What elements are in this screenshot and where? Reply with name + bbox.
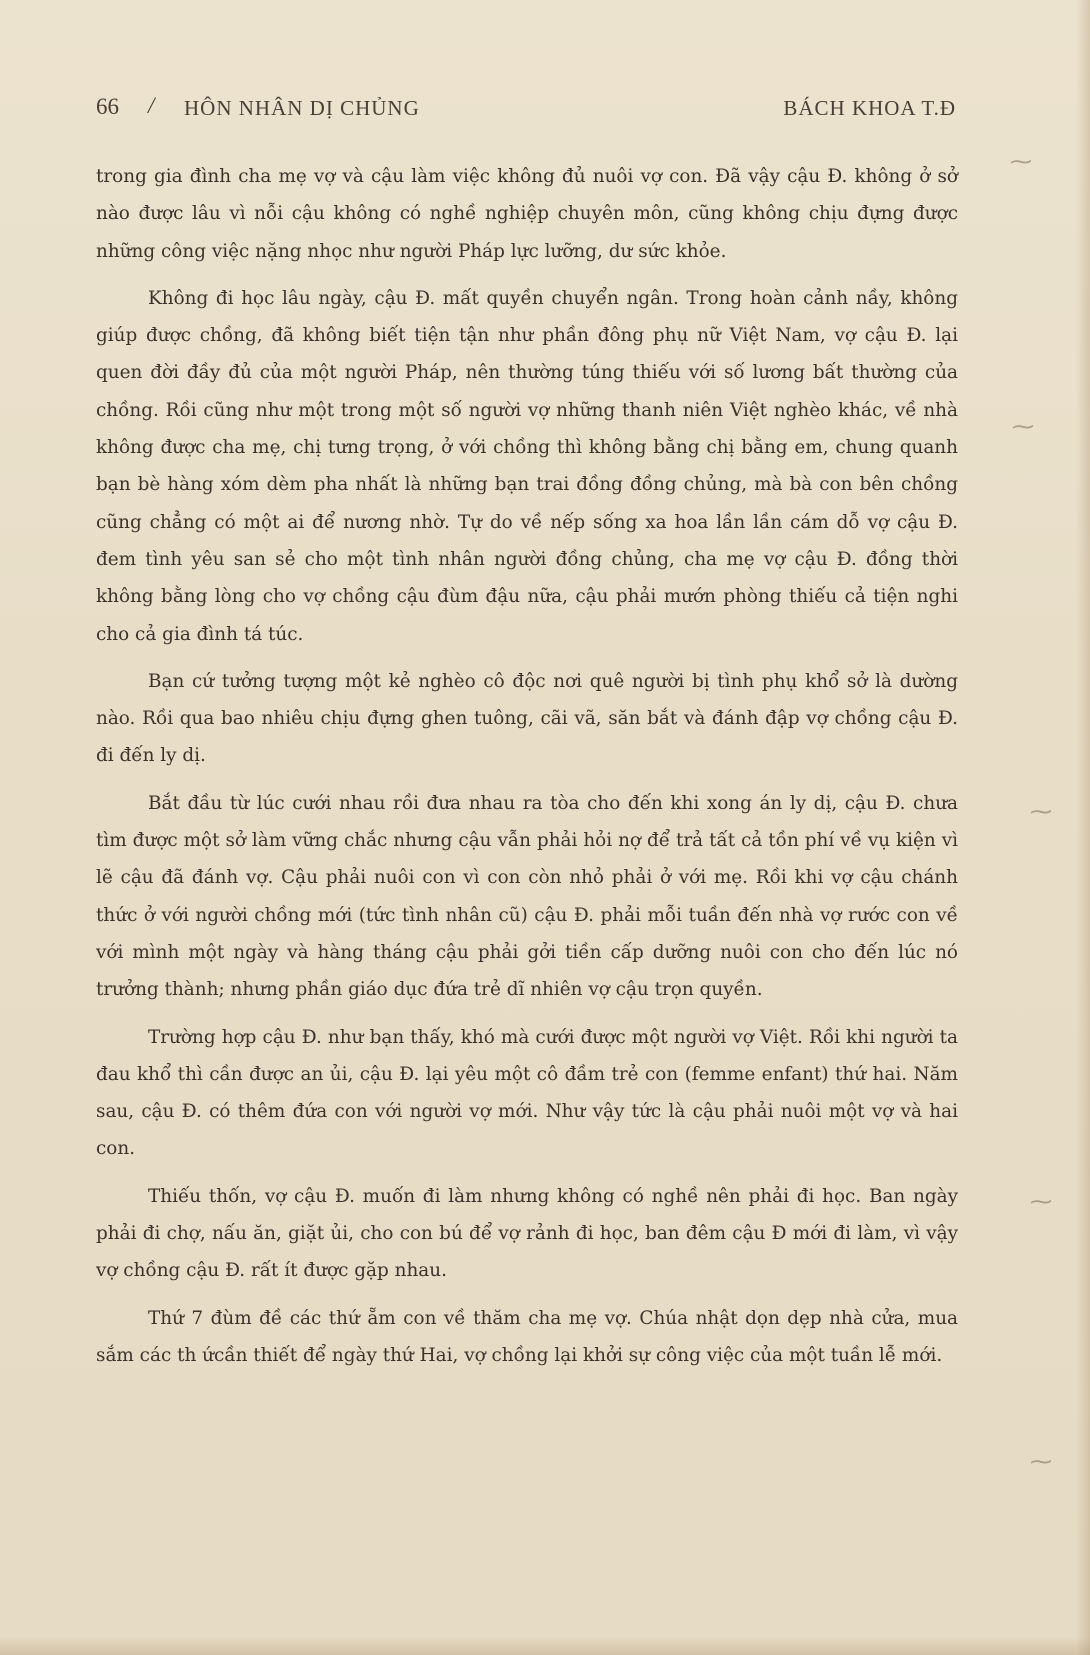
page-number: 66 (96, 94, 119, 119)
page-edge-right (1076, 0, 1090, 1655)
binding-hole-mark: ⁓ (1030, 1450, 1052, 1475)
paragraph-7: Thứ 7 đùm đề các thứ ẵm con về thăm cha mẹ vợ. Chúa nhật dọn dẹp nhà cửa, mua sắm các th ứcần thiết để ngày thứ Hai, vợ chồng lại khởi sự công việc của một tuần lễ mới. (96, 1307, 958, 1366)
binding-hole-mark: ⁓ (1010, 150, 1032, 175)
paragraph-6: Thiếu thốn, vợ cậu Đ. muốn đi làm nhưng không có nghề nên phải đi học. Ban ngày phải đi chợ, nấu ăn, giặt ủi, cho con bú để vợ rảnh đi học, ban đêm cậu Đ mới đi làm, vì vậy vợ chồng cậu Đ. rất ít được gặp nhau. (96, 1185, 958, 1282)
header-separator: / (148, 93, 155, 118)
page-edge-bottom (0, 1637, 1090, 1655)
article-title: HÔN NHÂN DỊ CHỦNG (184, 96, 420, 120)
paragraph-4: Bắt đầu từ lúc cưới nhau rồi đưa nhau ra tòa cho đến khi xong án ly dị, cậu Đ. chưa tìm được một sở làm vững chắc nhưng cậu vẫn phải hỏi nợ để trả tất cả tồn phí về vụ kiện vì lẽ cậu đã đánh vợ. Cậu phải nuôi con vì con còn nhỏ phải ở với mẹ. Rồi khi vợ cậu chánh thức ở với người chồng mới (tức tình nhân cũ) cậu Đ. phải mỗi tuần đến nhà vợ rước con về với mình một ngày và hàng tháng cậu phải gởi tiền cấp dưỡng nuôi con cho đến lúc nó trưởng thành; nhưng phần giáo dục đứa trẻ dĩ nhiên vợ cậu trọn quyền. (96, 792, 958, 1001)
binding-hole-mark: ⁓ (1030, 800, 1052, 825)
journal-name: BÁCH KHOA T.Đ (783, 96, 956, 120)
paragraph-5: Trường hợp cậu Đ. như bạn thấy, khó mà cưới được một người vợ Việt. Rồi khi người ta đau khổ thì cần được an ủi, cậu Đ. lại yêu một cô đầm trẻ con (femme enfant) thứ hai. Năm sau, cậu Đ. có thêm đứa con với người vợ mới. Như vậy tức là cậu phải nuôi một vợ và hai con. (96, 1026, 958, 1160)
paragraph-3: Bạn cứ tưởng tượng một kẻ nghèo cô độc nơi quê người bị tình phụ khổ sở là dường nào. Rồi qua bao nhiêu chịu đựng ghen tuông, cãi vã, săn bắt và đánh đập vợ chồng cậu Đ. đi đến ly dị. (96, 670, 958, 767)
binding-hole-mark: ⁓ (1030, 1190, 1052, 1215)
paragraph-1: trong gia đình cha mẹ vợ và cậu làm việc không đủ nuôi vợ con. Đã vậy cậu Đ. không ở sở nào được lâu vì nỗi cậu không có nghề nghiệp chuyên môn, cũng không chịu đựng được những công việc nặng nhọc như người Pháp lực lưỡng, dư sức khỏe. (96, 166, 958, 262)
running-header (96, 92, 956, 128)
article-body (96, 158, 958, 1384)
binding-hole-mark: ⁓ (1012, 415, 1034, 440)
paragraph-2: Không đi học lâu ngày, cậu Đ. mất quyền chuyển ngân. Trong hoàn cảnh nầy, không giúp được chồng, đã không biết tiện tận như phần đông phụ nữ Việt Nam, vợ cậu Đ. lại quen đời đầy đủ của một người Pháp, nên thường túng thiếu với số lương bất thường của chồng. Rồi cũng như một trong một số người vợ những thanh niên Việt nghèo khác, về nhà không được cha mẹ, chị tưng trọng, ở với chồng thì không bằng chị bằng em, chung quanh bạn bè hàng xóm dèm pha nhất là những bạn trai đồng đồng chủng, mà bà con bên chồng cũng chẳng có một ai để nương nhờ. Tự do về nếp sống xa hoa lần lần cám dỗ vợ cậu Đ. đem tình yêu san sẻ cho một tình nhân người đồng chủng, cha mẹ vợ cậu Đ. đồng thời không bằng lòng cho vợ chồng cậu đùm đậu nữa, cậu phải mướn phòng thiếu cả tiện nghi cho cả gia đình tá túc. (96, 287, 958, 645)
